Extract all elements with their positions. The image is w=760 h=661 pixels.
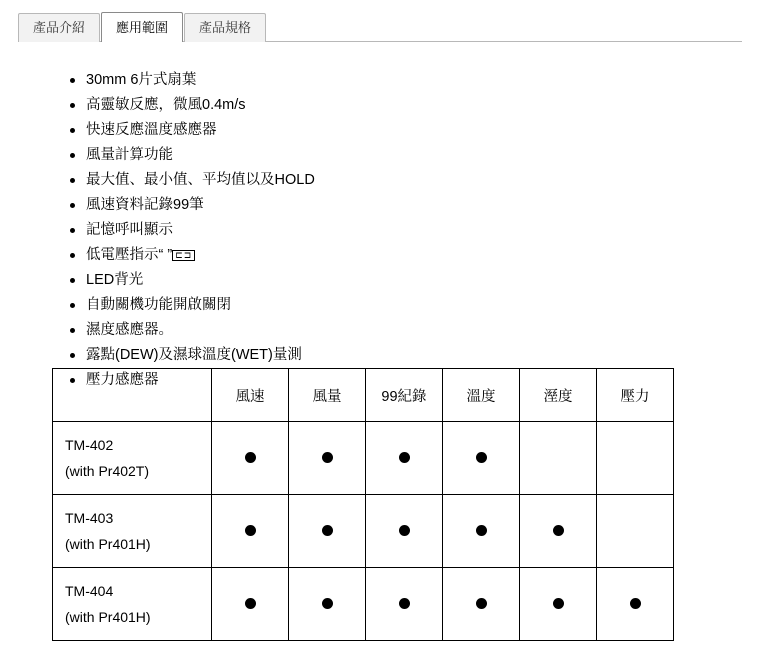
table-row (53, 568, 674, 641)
cell-mark (289, 495, 366, 568)
model-note: (with Pr402T) (65, 463, 150, 479)
tab-product-spec[interactable]: 產品規格 (184, 13, 266, 42)
cell-empty (597, 422, 674, 495)
row-model-tm404 (53, 568, 212, 641)
cell-mark (443, 568, 520, 641)
cell-mark (289, 422, 366, 495)
model-name: TM-404 (65, 583, 114, 599)
table-row (53, 422, 674, 495)
list-item: 高靈敏反應，微風0.4m/s (68, 93, 668, 118)
dot-icon (322, 452, 333, 463)
battery-icon: ⊏⊐ (172, 250, 195, 261)
cell-mark (212, 568, 289, 641)
table-header-row (53, 369, 674, 422)
dot-icon (322, 598, 333, 609)
dot-icon (245, 598, 256, 609)
list-item-low-battery (68, 243, 668, 268)
column-header-wind-speed: 風速 (212, 369, 289, 422)
tab-product-intro[interactable]: 產品介紹 (18, 13, 100, 42)
list-item: 最大值、最小值、平均值以及HOLD (68, 168, 668, 193)
dot-icon (245, 452, 256, 463)
table-corner-cell (53, 369, 212, 422)
cell-mark (366, 568, 443, 641)
dot-icon (476, 525, 487, 536)
cell-mark (289, 568, 366, 641)
cell-mark (443, 422, 520, 495)
list-item: 30mm 6片式扇葉 (68, 68, 668, 93)
cell-mark (366, 495, 443, 568)
cell-mark (212, 495, 289, 568)
list-item: LED背光 (68, 268, 668, 293)
model-name: TM-402 (65, 437, 114, 453)
list-item: 露點(DEW)及濕球溫度(WET)量測 (68, 343, 668, 368)
dot-icon (245, 525, 256, 536)
list-item: 自動關機功能開啟關閉 (68, 293, 668, 318)
low-battery-text: 低電壓指示“ ” (86, 247, 173, 263)
list-item: 風量計算功能 (68, 143, 668, 168)
cell-mark (366, 422, 443, 495)
list-item: 壓力感應器 (68, 368, 668, 393)
dot-icon (553, 525, 564, 536)
model-note: (with Pr401H) (65, 609, 151, 625)
cell-mark (597, 568, 674, 641)
tab-bar (18, 10, 742, 42)
list-item: 濕度感應器。 (68, 318, 668, 343)
column-header-humidity: 溼度 (520, 369, 597, 422)
dot-icon (399, 525, 410, 536)
cell-mark (212, 422, 289, 495)
list-item: 風速資料記錄99筆 (68, 193, 668, 218)
dot-icon (476, 598, 487, 609)
cell-empty (520, 422, 597, 495)
cell-mark (520, 568, 597, 641)
dot-icon (476, 452, 487, 463)
cell-mark (443, 495, 520, 568)
model-note: (with Pr401H) (65, 536, 151, 552)
table-row (53, 495, 674, 568)
tab-application-scope[interactable]: 應用範圍 (101, 12, 183, 42)
column-header-pressure: 壓力 (597, 369, 674, 422)
feature-list (68, 68, 668, 393)
model-feature-table (52, 368, 674, 641)
dot-icon (399, 452, 410, 463)
row-model-tm403 (53, 495, 212, 568)
model-name: TM-403 (65, 510, 114, 526)
cell-empty (597, 495, 674, 568)
dot-icon (553, 598, 564, 609)
dot-icon (322, 525, 333, 536)
cell-mark (520, 495, 597, 568)
column-header-air-volume: 風量 (289, 369, 366, 422)
row-model-tm402 (53, 422, 212, 495)
list-item: 快速反應溫度感應器 (68, 118, 668, 143)
dot-icon (399, 598, 410, 609)
column-header-99-records: 99紀錄 (366, 369, 443, 422)
list-item: 記憶呼叫顯示 (68, 218, 668, 243)
dot-icon (630, 598, 641, 609)
column-header-temperature: 溫度 (443, 369, 520, 422)
